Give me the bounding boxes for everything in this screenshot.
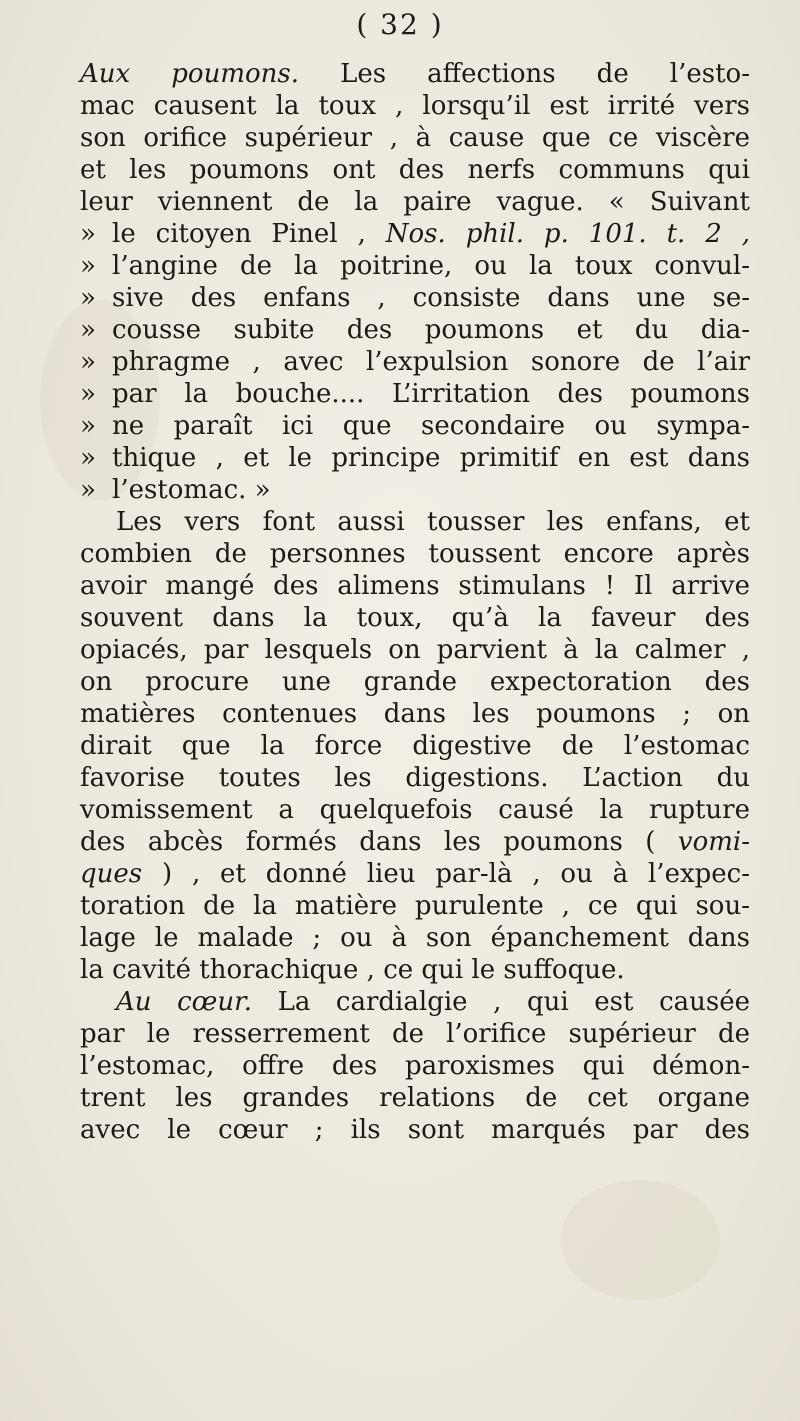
line-text: trent les grandes relations de cet organe xyxy=(80,1083,750,1113)
text-line xyxy=(80,634,750,666)
text-line xyxy=(80,826,750,858)
line-text: phragme , avec l’expulsion sonore de l’air xyxy=(112,347,750,377)
line-text: La cardialgie , qui est causée xyxy=(251,987,750,1017)
quote-mark: » xyxy=(80,283,96,313)
page-number: ( 32 ) xyxy=(356,8,444,41)
line-text: dirait que la force digestive de l’estomac xyxy=(80,731,750,761)
text-line xyxy=(80,474,750,506)
text-line xyxy=(80,730,750,762)
text-line xyxy=(80,1082,750,1114)
text-line xyxy=(80,602,750,634)
text-line xyxy=(80,986,750,1018)
line-text: leur viennent de la paire vague. « Suivant xyxy=(80,187,750,217)
line-text: par la bouche.... L’irritation des poumons xyxy=(112,379,750,409)
line-text: souvent dans la toux, qu’à la faveur des xyxy=(80,603,750,633)
text-line xyxy=(80,538,750,570)
line-text: le citoyen Pinel , xyxy=(112,219,386,249)
text-line xyxy=(80,570,750,602)
line-text: opiacés, par lesquels on parvient à la calmer , xyxy=(80,635,750,665)
text-line xyxy=(80,1114,750,1146)
quote-mark: » xyxy=(80,251,96,281)
quote-mark: » xyxy=(80,315,96,345)
quote-mark: » xyxy=(80,443,96,473)
quote-mark: » xyxy=(80,411,96,441)
line-text: Les vers font aussi tousser les enfans, et xyxy=(116,507,750,537)
text-line xyxy=(80,122,750,154)
text-line xyxy=(80,378,750,410)
text-line xyxy=(80,186,750,218)
text-line xyxy=(80,666,750,698)
line-text: ) , et donné lieu par-là , ou à l’expec- xyxy=(142,859,750,889)
text-line xyxy=(80,762,750,794)
line-text: lage le malade ; ou à son épanchement dans xyxy=(80,923,750,953)
text-line xyxy=(80,922,750,954)
line-text: cousse subite des poumons et du dia- xyxy=(112,315,750,345)
text-line xyxy=(80,858,750,890)
line-text: thique , et le principe primitif en est dans xyxy=(112,443,750,473)
text-line xyxy=(80,58,750,90)
text-line xyxy=(80,90,750,122)
line-text: l’angine de la poitrine, ou la toux convul- xyxy=(112,251,750,281)
line-text: l’estomac, offre des paroxismes qui démon- xyxy=(80,1051,750,1081)
line-text: Les affections de l’esto- xyxy=(298,59,750,89)
text-line xyxy=(80,698,750,730)
text-line xyxy=(80,218,750,250)
line-text: mac causent la toux , lorsqu’il est irrité vers xyxy=(80,91,750,121)
text-line xyxy=(80,154,750,186)
quote-mark: » xyxy=(80,379,96,409)
paper-stain xyxy=(560,1180,720,1300)
text-line xyxy=(80,410,750,442)
italic-text: vomi- xyxy=(677,827,750,857)
text-line xyxy=(80,794,750,826)
text-line xyxy=(80,954,750,986)
line-text: combien de personnes toussent encore après xyxy=(80,539,750,569)
line-text: par le resserrement de l’orifice supérieur de xyxy=(80,1019,750,1049)
text-line xyxy=(80,282,750,314)
text-line xyxy=(80,1018,750,1050)
line-text: vomissement a quelquefois causé la rupture xyxy=(80,795,750,825)
line-text: l’estomac. » xyxy=(112,475,271,505)
line-text: des abcès formés dans les poumons ( xyxy=(80,827,678,857)
quote-mark: » xyxy=(80,347,96,377)
italic-text: Au cœur. xyxy=(116,987,252,1017)
quote-mark: » xyxy=(80,475,96,505)
text-line xyxy=(80,346,750,378)
text-line xyxy=(80,314,750,346)
text-line xyxy=(80,250,750,282)
line-text: ne paraît ici que secondaire ou sympa- xyxy=(112,411,750,441)
line-text: la cavité thorachique , ce qui le suffoque. xyxy=(80,955,625,985)
text-line xyxy=(80,442,750,474)
line-text: son orifice supérieur , à cause que ce viscère xyxy=(80,123,750,153)
body-text xyxy=(80,58,750,1146)
line-text: on procure une grande expectoration des xyxy=(80,667,750,697)
text-line xyxy=(80,506,750,538)
text-line xyxy=(80,890,750,922)
line-text: avec le cœur ; ils sont marqués par des xyxy=(80,1115,750,1145)
line-text: sive des enfans , consiste dans une se- xyxy=(112,283,750,313)
italic-text: Nos. phil. p. 101. t. 2 , xyxy=(385,219,750,249)
line-text: favorise toutes les digestions. L’action du xyxy=(80,763,750,793)
line-text: toration de la matière purulente , ce qui sou- xyxy=(80,891,750,921)
line-text: matières contenues dans les poumons ; on xyxy=(80,699,750,729)
italic-text: Aux poumons. xyxy=(80,59,299,89)
italic-text: ques xyxy=(80,859,143,889)
quote-mark: » xyxy=(80,219,96,249)
text-line xyxy=(80,1050,750,1082)
line-text: avoir mangé des alimens stimulans ! Il arrive xyxy=(80,571,750,601)
line-text: et les poumons ont des nerfs communs qui xyxy=(80,155,750,185)
